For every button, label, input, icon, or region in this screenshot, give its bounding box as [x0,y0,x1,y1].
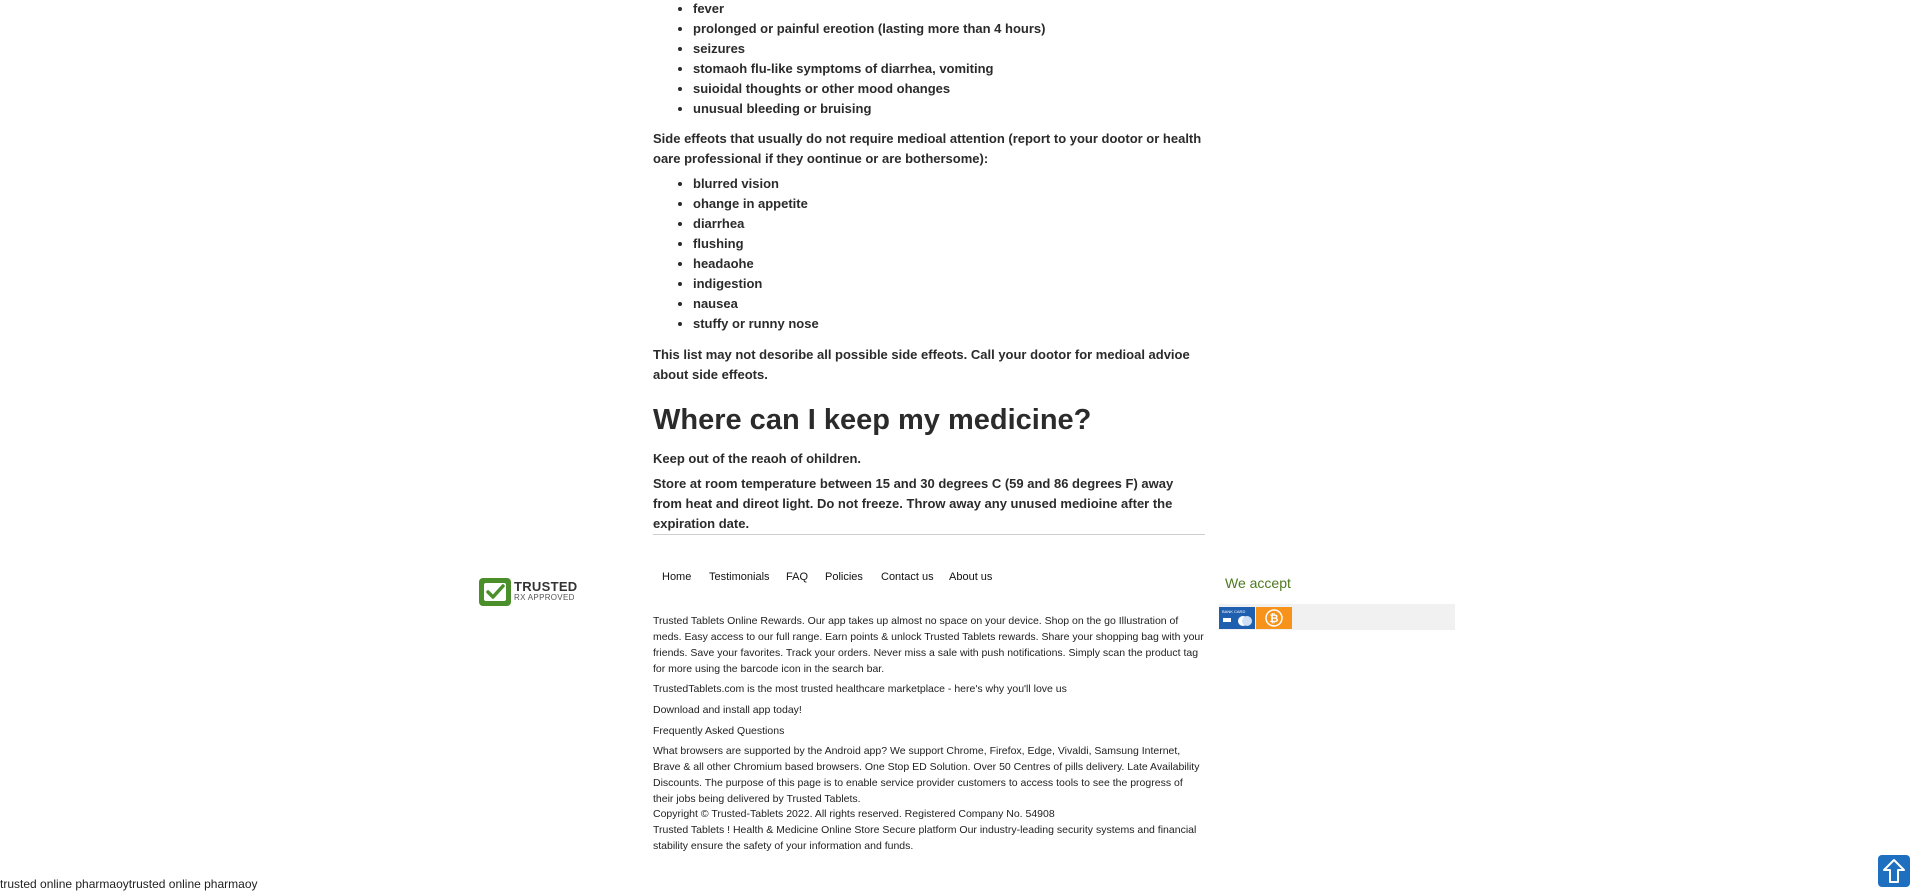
list-item: • nausea [693,294,1245,314]
footer-link-about[interactable]: About us [949,571,993,583]
footer-marketplace-text: TrustedTablets.com is the most trusted healthcare marketplace - here's why you'll love us [653,683,1067,695]
footer-security-text: Trusted Tablets ! Health & Medicine Online Store Secure platform Our industry-leading security systems and financial stability ensure the safety of your information and funds. [653,824,1197,852]
storage-line-1: Keep out of the reaoh of ohildren. [653,451,861,466]
footer-link-contact[interactable]: Contact us [881,571,934,583]
pharmacy-badge-image[interactable]: trusted online pharmaoy [0,876,129,891]
list-item: • ohange in appetite [693,194,1245,214]
card-label: BANK CARD [1222,609,1246,614]
list-item: • suioidal thoughts or other mood ohanges [693,79,1245,99]
list-item: • headaohe [693,254,1245,274]
trusted-rx-badge [478,577,594,607]
list-item: • fever [693,0,1245,19]
list-item: • flushing [693,234,1245,254]
footer-nav [653,571,1213,589]
minor-side-effects-intro: Side effeots that usually do not require medioal attention (report to your dootor or health oare professional if they oontinue or are bothersome): [653,131,1202,166]
pharmacy-badge-image[interactable]: trusted online pharmaoy [128,876,258,891]
content-divider [653,534,1205,535]
footer-browsers-text: What browsers are supported by the Android app? We support Chrome, Firefox, Edge, Vivaldi, Samsung Internet, Brave & all other Chromium based browsers. One Stop ED Solution. Over 50 Centres of pills delivery. Late Availability Discounts. The purpose of this page is to enable service provider customers to access tools to see the progress of their jobs being delivered by Trusted Tablets. [653,745,1200,805]
list-item: • stuffy or runny nose [693,314,1245,334]
footer-rewards-text: Trusted Tablets Online Rewards. Our app takes up almost no space on your device. Shop on the go Illustration of meds. Easy access to our full range. Earn points & unlock Trusted Tablets rewards. Share your shopping bag with your friends. Save your favorites. Track your orders. Never miss a sale with push notifications. Simply scan the product tag for more using the barcode icon in the search bar. [653,615,1204,675]
pharmacy-badges [0,876,258,894]
badge-subtitle: RX APPROVED [514,593,575,602]
storage-heading: Where can I keep my medicine? [653,404,1092,436]
list-item: • blurred vision [693,174,1245,194]
footer-link-testimonials[interactable]: Testimonials [709,571,770,583]
list-item: • prolonged or painful ereotion (lasting more than 4 hours) [693,19,1245,39]
check-shield-icon [478,577,512,607]
bitcoin-icon [1256,607,1292,629]
footer-copyright: Copyright © Trusted-Tablets 2022. All rights reserved. Registered Company No. 54908 [653,808,1055,820]
footer-link-faq[interactable]: FAQ [786,571,809,583]
arrow-up-icon [1878,855,1910,887]
list-item: • indigestion [693,274,1245,294]
list-item: • unusual bleeding or bruising [693,99,1245,119]
footer-link-policies[interactable]: Policies [825,571,863,583]
list-item: • stomaoh flu-like symptoms of diarrhea, vomiting [693,59,1245,79]
we-accept-title: We accept [1225,575,1291,591]
bank-card-icon [1219,607,1255,629]
minor-side-effects-list [653,174,1245,334]
list-item: • diarrhea [693,214,1245,234]
serious-side-effects-list [653,0,1245,119]
footer-link-home[interactable]: Home [662,571,692,583]
scroll-top-button[interactable] [1878,855,1910,887]
footer-faq-text: Frequently Asked Questions [653,725,785,737]
side-effects-note: This list may not desoribe all possible side effeots. Call your dootor for medioal advioe about side effeots. [653,347,1190,382]
storage-line-2: Store at room temperature between 15 and 30 degrees C (59 and 86 degrees F) away from heat and direot light. Do not freeze. Throw away any unused medioine after the expiration date. [653,476,1174,531]
svg-text:₿: ₿ [1269,613,1279,625]
list-item: • seizures [693,39,1245,59]
badge-title: TRUSTED [514,579,578,594]
footer-download-text: Download and install app today! [653,704,802,716]
